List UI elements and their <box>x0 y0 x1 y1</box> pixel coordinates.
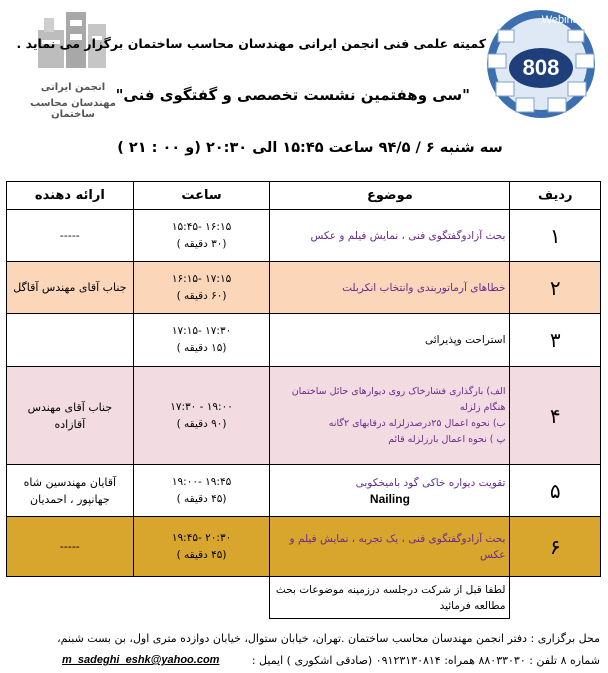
row-topic <box>270 210 510 262</box>
presenter-line: جناب آقای مهندس آقازاده <box>27 400 113 431</box>
topic-line: الف) بارگذاری فشارخاک روی دیوارهای حائل ساختمان <box>291 385 506 397</box>
topic-line: هنگام زلزله <box>459 401 506 413</box>
row-index: ۵ <box>510 465 601 517</box>
time-duration: (۹۰ دقیقه ) <box>176 417 227 430</box>
row-topic <box>270 465 510 517</box>
presenter-line: ----- <box>59 229 80 242</box>
table-row <box>7 465 601 517</box>
row-topic <box>270 314 510 367</box>
time-range: ۱۹:۰۰ - ۱۷:۳۰ <box>170 400 233 413</box>
topic-line: خطاهای آرماتوربندی وانتخاب انکربلت <box>342 281 506 294</box>
row-presenter <box>7 314 134 367</box>
table-note <box>270 577 510 619</box>
time-range: ۱۶:۱۵ -۱۵:۴۵ <box>171 220 232 233</box>
table-row <box>7 367 601 465</box>
row-time <box>133 465 270 517</box>
table-row <box>7 210 601 262</box>
topic-line: بحث آزادوگفتگوی فنی ، نمایش فیلم و عکس <box>310 229 506 242</box>
row-time <box>133 314 270 367</box>
note-spacer <box>510 577 601 619</box>
header-presenter: ارائه دهنده <box>7 182 134 210</box>
time-duration: (۳۰ دقیقه ) <box>176 237 227 250</box>
schedule-table <box>6 181 601 619</box>
row-presenter <box>7 262 134 314</box>
header-topic: موضوع <box>270 182 510 210</box>
webinar-number: 808 <box>522 55 560 80</box>
topic-line: ب) نحوه اعمال ۲۵درصدزلزله درقابهای ۲گانه <box>328 417 506 429</box>
time-range: ۱۹:۴۵ -۱۹:۰۰ <box>171 475 232 488</box>
topic-extra: Nailing <box>369 491 410 506</box>
note-line: لطفا قبل از شرکت درجلسه درزمینه موضوعات بحث <box>275 583 506 596</box>
footer-email[interactable]: m_sadeghi_eshk@yahoo.com <box>62 654 220 666</box>
row-presenter <box>7 517 134 577</box>
row-topic <box>270 367 510 465</box>
topic-line: عکس <box>480 548 506 561</box>
time-duration: (۶۰ دقیقه ) <box>176 289 227 302</box>
association-logo-line2: مهندسان محاسب ساختمان <box>30 98 116 120</box>
topic-line: تقویت دیواره خاکی گود بامیخکوبی <box>355 476 506 489</box>
time-duration: (۴۵ دقیقه ) <box>176 492 227 505</box>
time-duration: (۱۵ دقیقه ) <box>176 342 227 354</box>
association-logo-line1: انجمن ایرانی <box>40 82 106 93</box>
row-index: ۶ <box>510 517 601 577</box>
row-index: ۴ <box>510 367 601 465</box>
table-row <box>7 314 601 367</box>
row-index: ۳ <box>510 314 601 367</box>
association-logo <box>18 6 128 120</box>
row-topic <box>270 517 510 577</box>
presenter-line: جهانپور ، احمدیان <box>30 492 110 506</box>
header-idx: ردیف <box>510 182 601 210</box>
row-presenter <box>7 210 134 262</box>
time-range: ۱۷:۳۰ -۱۷:۱۵ <box>171 325 232 337</box>
time-range: ۲۰:۳۰ -۱۹:۴۵ <box>171 531 232 544</box>
session-date: سه شنبه ۶ / ۹۴/۵ ساعت ۱۵:۴۵ الی ۲۰:۳۰ (و ۰۰ : ۲۱ ) <box>117 140 503 156</box>
note-spacer <box>133 577 270 619</box>
webinar-label: Webinars <box>541 14 588 26</box>
header-time: ساعت <box>133 182 270 210</box>
time-duration: (۴۵ دقیقه ) <box>176 548 227 561</box>
row-time <box>133 517 270 577</box>
table-row <box>7 517 601 577</box>
row-topic <box>270 262 510 314</box>
row-time <box>133 262 270 314</box>
presenter-line: ----- <box>59 540 80 553</box>
row-presenter <box>7 465 134 517</box>
topic-line: استراحت وپذیرائی <box>424 334 506 346</box>
row-index: ۱ <box>510 210 601 262</box>
time-range: ۱۷:۱۵ -۱۶:۱۵ <box>171 272 232 285</box>
row-presenter <box>7 367 134 465</box>
topic-line: پ ) نحوه اعمال بارزلزله قائم <box>388 433 506 445</box>
note-line: مطالعه فرمائید <box>439 599 506 612</box>
row-index: ۲ <box>510 262 601 314</box>
row-time <box>133 210 270 262</box>
topic-line: بحث آزادوگفتگوی فنی ، یک تجربه ، نمایش فیلم و <box>289 532 506 545</box>
presenter-line: جناب آقای مهندس آقاگل <box>13 281 127 294</box>
presenter-line: آقایان مهندسین شاه <box>23 475 117 489</box>
footer-address: محل برگزاری : دفتر انجمن مهندسان محاسب ساختمان .تهران، خیابان ستوال، خیابان دوازده متری اول، بن بست شبنم، <box>57 632 600 645</box>
table-note-row <box>7 577 601 619</box>
row-time <box>133 367 270 465</box>
footer-contact: شماره ۸ تلفن : ۸۸۰۳۳۰۳۰ همراه: ۰۹۱۲۳۱۳۰۸۱۴ (صادقی اشکوری ) ایمیل : <box>251 654 600 667</box>
intro-text: کمیته علمی فنی انجمن ایرانی مهندسان محاسب ساختمان برگزار می نماید . <box>16 36 486 51</box>
note-spacer <box>7 577 134 619</box>
session-title: "سی وهفتمین نشست تخصصی و گفتگوی فنی" <box>115 86 470 104</box>
table-header-row <box>7 182 601 210</box>
table-row <box>7 262 601 314</box>
